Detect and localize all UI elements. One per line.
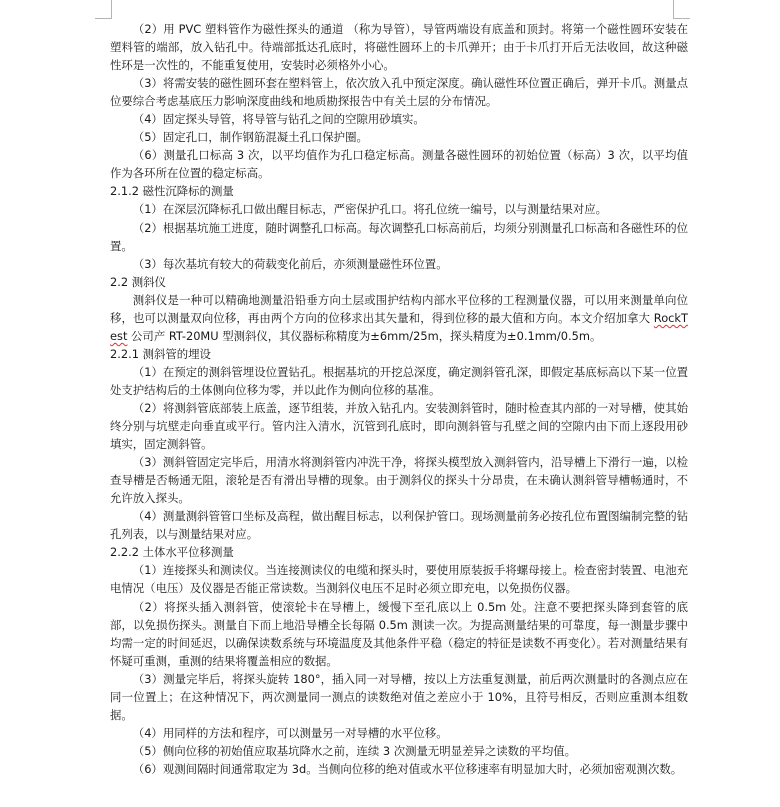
paragraph-assemble-tube: （2）将测斜管底部装上底盖，逐节组装，并放入钻孔内。安装测斜管时，随时检查其内部的一对导槽，使其始终分别与坑壁走向垂直或平行。管内注入清水，沉管到孔底时，即向测斜管与孔壁之间的空隙内由下而上逐段用砂填实，固定测斜管。 (110, 400, 688, 452)
crop-mark-right (673, 0, 690, 19)
paragraph-initial-value: （5）侧向位移的初始值应取基坑降水之前，连续 3 次测量无明显差异之读数的平均值。 (132, 743, 576, 758)
paragraph-other-groove: （4）用同样的方法和程序，可以测量另一对导槽的水平位移。 (132, 725, 448, 740)
paragraph-drill-hole: （1）在预定的测斜管埋设位置钻孔。根据基坑的开挖总深度，确定测斜管孔深，即假定基底标高以下某一位置处支护结构后的土体侧向位移为零，并以此作为侧向位移的基准。 (110, 364, 688, 397)
section-heading-2-2-1: 2.2.1 测斜管的埋设 (110, 346, 211, 361)
section-heading-2-2-2: 2.2.2 土体水平位移测量 (110, 545, 234, 560)
paragraph-observation-interval: （6）观测间隔时间通常取定为 3d。当侧向位移的绝对值或水平位移速率有明显加大时，必须加密观测次数。 (132, 761, 683, 776)
intro-text-after: 公司产 RT-20MU 型测斜仪，其仪器标称精度为±6mm/25m，探头精度为±0.1mm/0.5m。 (127, 328, 602, 343)
section-heading-2-2: 2.2 测斜仪 (110, 274, 166, 289)
paragraph-pvc-tube: （2）用 PVC 塑料管作为磁性探头的通道 （称为导管），导管两端设有底盖和顶封。将第一个磁性圆环安装在塑料管的端部，放入钻孔中。待端部抵达孔底时，将磁性圆环上的卡爪弹开；由于卡爪打开后无法收回，故这种磁性环是一次性的，不能重复使用，安装时必须格外小心。 (110, 22, 688, 73)
paragraph-rotate-probe: （3）测量完毕后，将探头旋转 180°，插入同一对导槽，按以上方法重复测量，前后两次测量时的各测点应在同一位置上；在这种情况下，两次测量同一测点的读数绝对值之差应小于 10%，且符号相反，否则应重测本组数据。 (110, 671, 688, 722)
paragraph-measure-coordinates: （4）测量测斜管管口坐标及高程，做出醒目标志，以利保护管口。现场测量前务必按孔位布置图编制完整的钻孔列表，以与测量结果对应。 (110, 509, 688, 542)
paragraph-flush-tube: （3）测斜管固定完毕后，用清水将测斜管内冲洗干净，将探头模型放入测斜管内，沿导槽上下滑行一遍，以检查导槽是否畅通无阻，滚轮是否有滑出导槽的现象。由于测斜仪的探头十分昂贵，在未确认测斜管导槽畅通时，不允许放入探头。 (110, 455, 688, 506)
paragraph-mark-hole: （1）在深层沉降标孔口做出醒目标志，严密保护孔口。将孔位统一编号，以与测量结果对应。 (132, 202, 608, 217)
crop-mark-left (95, 0, 112, 19)
paragraph-fix-probe-tube: （4）固定探头导管，将导管与钻孔之间的空隙用砂填实。 (132, 112, 425, 127)
paragraph-load-change: （3）每次基坑有较大的荷载变化前后，亦须测量磁性环位置。 (132, 256, 448, 271)
paragraph-connect-probe: （1）连接探头和测读仪。当连接测读仪的电缆和探头时，要使用原装扳手将螺母接上。检查密封装置、电池充电情况（电压）及仪器是否能正常读数。当测斜仪电压不足时必须立即充电，以免损伤仪器。 (110, 563, 688, 596)
spellcheck-flagged-word: RockTest (110, 310, 688, 343)
paragraph-measure-elevation: （6）测量孔口标高 3 次，以平均值作为孔口稳定标高。测量各磁性圆环的初始位置（标高）3 次，以平均值作为各环所在位置的稳定标高。 (110, 148, 688, 181)
section-heading-2-1-2: 2.1.2 磁性沉降标的测量 (110, 184, 234, 199)
paragraph-magnetic-ring-install: （3）将需安装的磁性圆环套在塑料管上，依次放入孔中预定深度。确认磁性环位置正确后，弹开卡爪。测量点位要综合考虑基底压力影响深度曲线和地质勘探报告中有关土层的分布情况。 (110, 76, 688, 109)
paragraph-insert-probe: （2）将探头插入测斜管，使滚轮卡在导槽上，缓慢下至孔底以上 0.5m 处。注意不要把探头降到套管的底部，以免损伤探头。测量自下而上地沿导槽全长每隔 0.5m 测读一次。为提高测量结果的可靠度，每一测量步骤中均需一定的时间延迟，以确保读数系统与环境温度及其他条件平稳（稳定的特征是读数不再变化）。若对测量结果有怀疑可重测，重测的结果将覆盖相应的数据。 (110, 599, 688, 668)
paragraph-inclinometer-intro (110, 291, 688, 345)
intro-text-before: 测斜仪是一种可以精确地测量沿铅垂方向土层或围护结构内部水平位移的工程测量仪器，可以用来测量单向位移，也可以测量双向位移，再由两个方向的位移求出其矢量和，得到位移的最大值和方向。本文介绍加拿大 (110, 292, 688, 325)
paragraph-adjust-elevation: （2）根据基坑施工进度，随时调整孔口标高。每次调整孔口标高前后，均须分别测量孔口标高和各磁性环的位置。 (110, 220, 688, 253)
document-body (110, 20, 688, 778)
paragraph-fix-hole-mouth: （5）固定孔口，制作钢筋混凝土孔口保护圈。 (132, 130, 368, 145)
